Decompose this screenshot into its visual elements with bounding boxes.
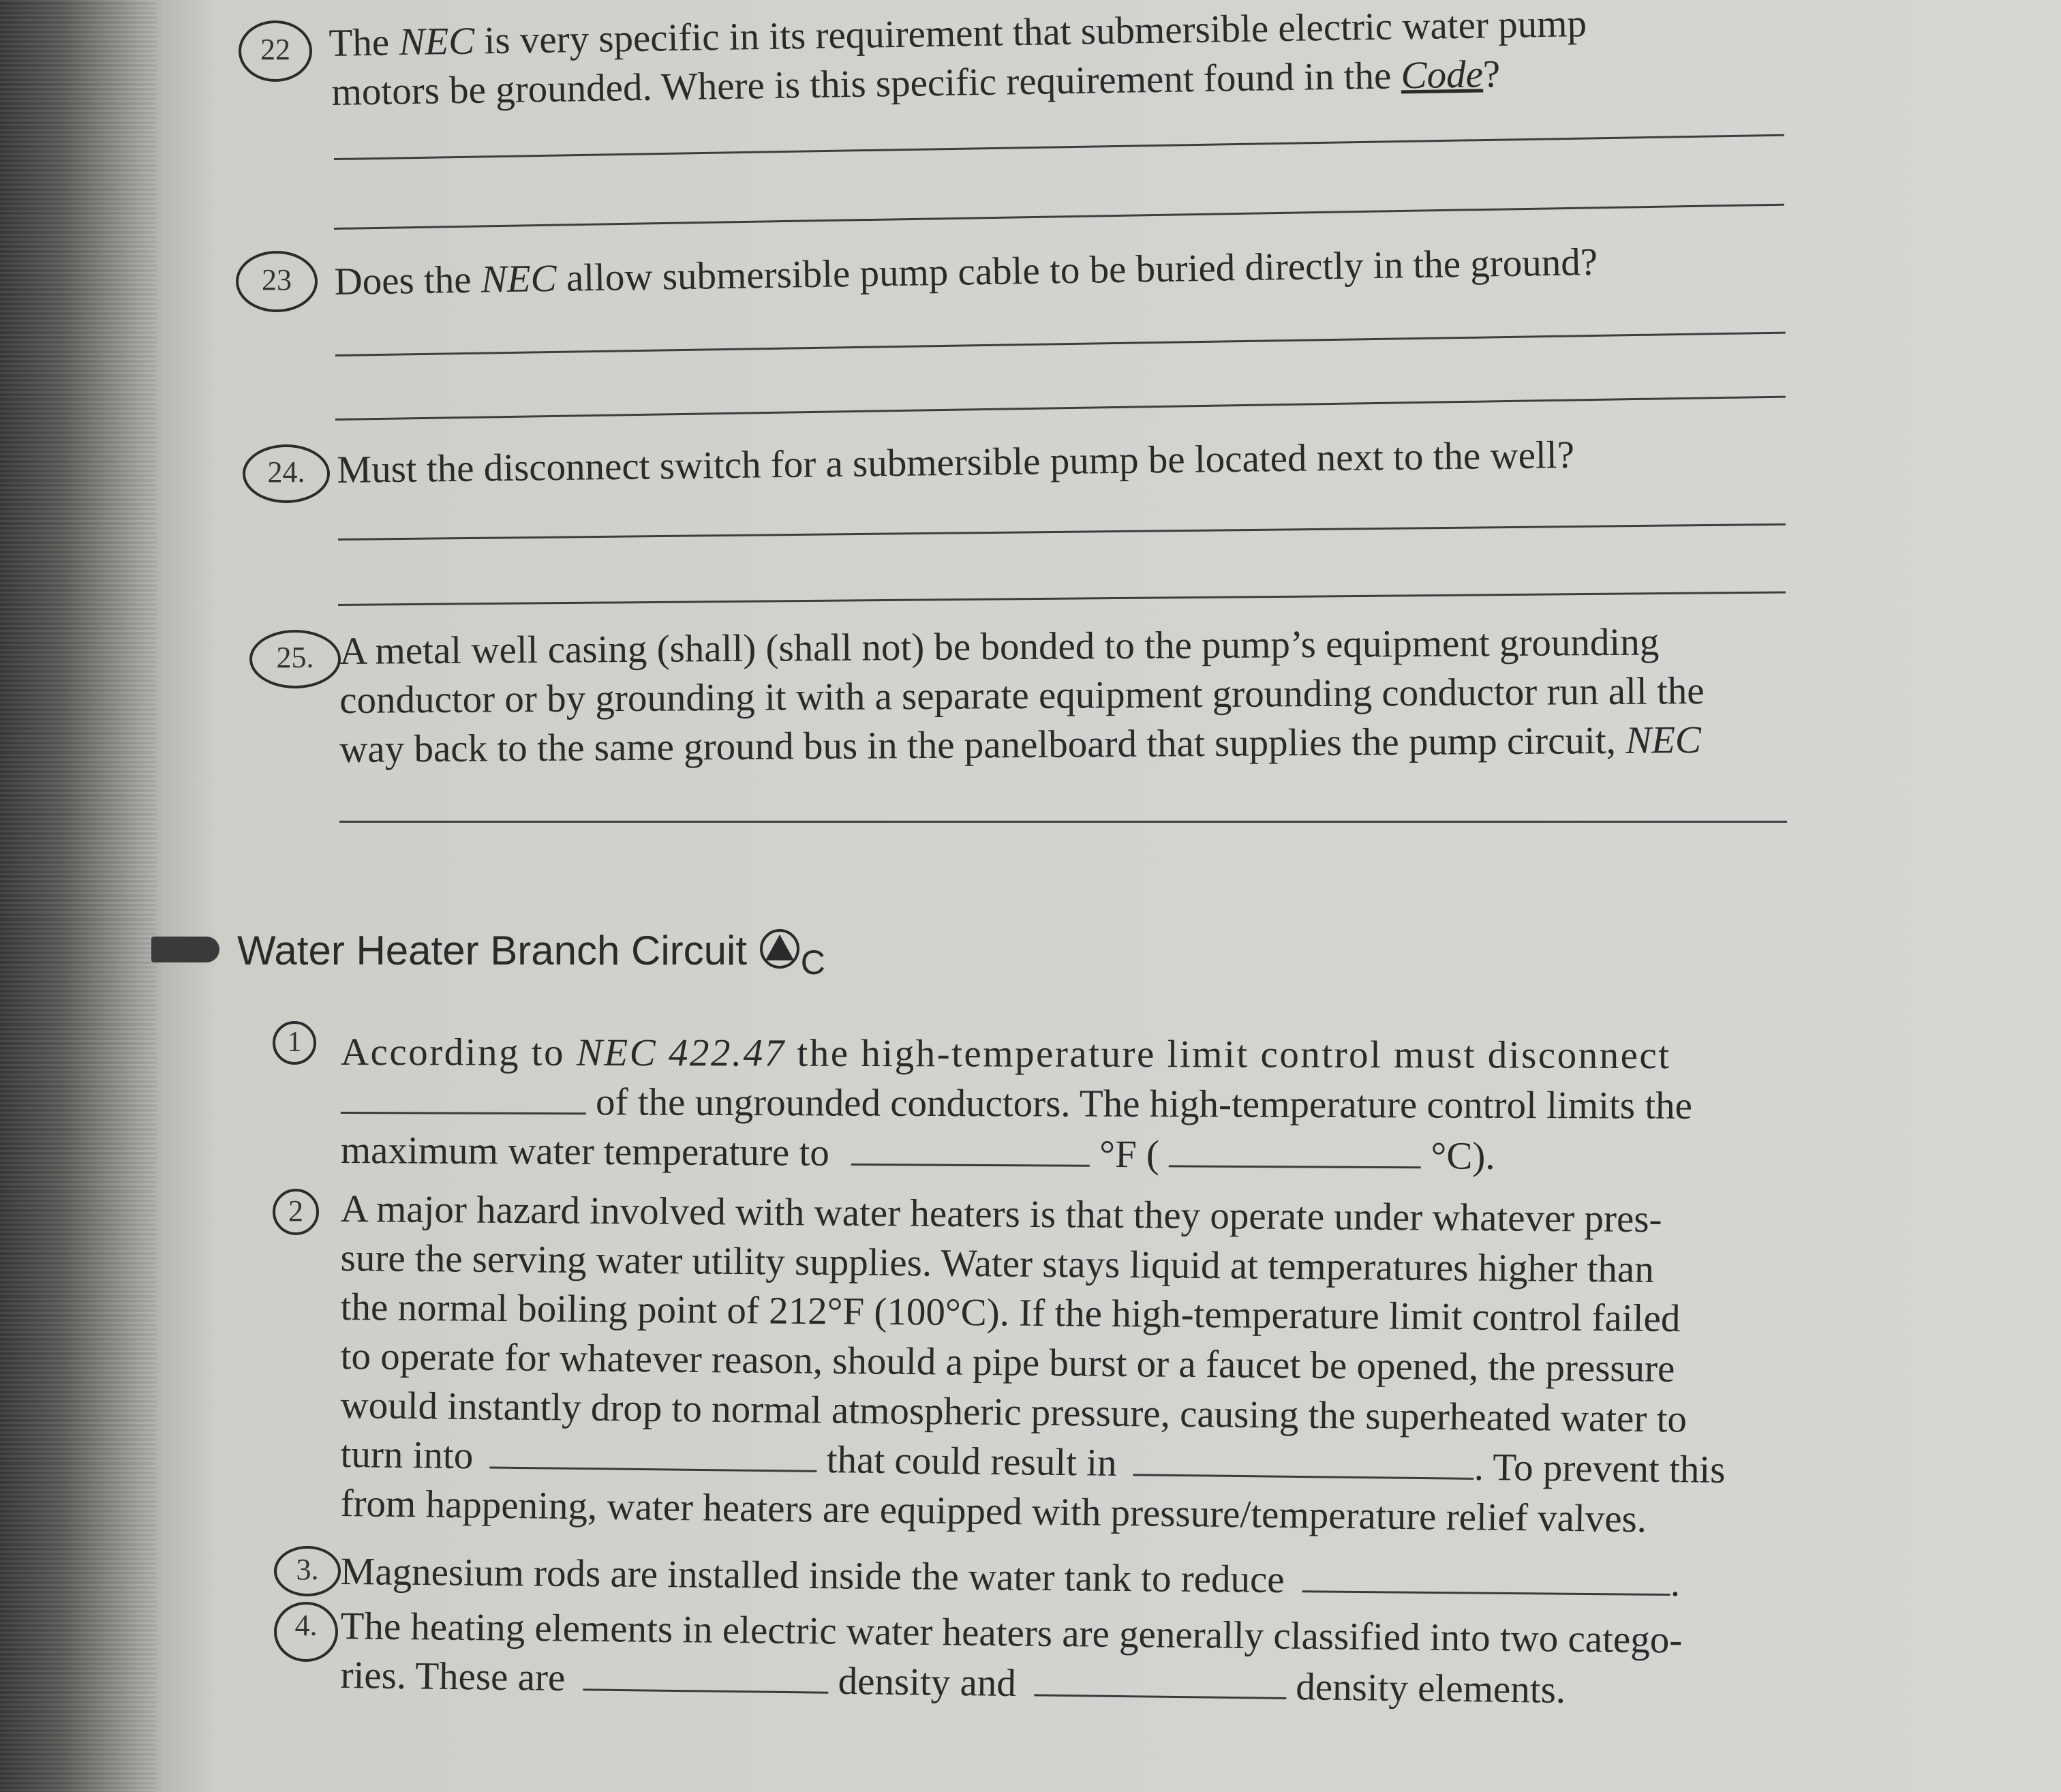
item-2-line4: to operate for whatever reason, should a pipe burst or a faucet be opened, the pressure [340,1334,1675,1391]
blank-4a[interactable] [583,1656,829,1693]
blank-3[interactable] [1302,1558,1670,1596]
question-24-number: 24. [243,444,330,503]
item-2-line6: turn into that could result in . To prevent this [340,1432,1726,1492]
question-25-number: 25. [249,630,341,688]
item-1-number: 1 [273,1021,316,1065]
question-25-line3: way back to the same ground bus in the panelboard that supplies the pump circuit, NEC [339,718,1702,771]
blank-1c[interactable] [1169,1132,1421,1168]
item-1-line1: According to NEC 422.47 the high-temperature limit control must disconnect [340,1031,1671,1078]
triangle-circle-icon [759,928,801,980]
item-3-text: Magnesium rods are installed inside the water tank to reduce . [340,1549,1681,1605]
item-3-number: 3. [274,1546,341,1596]
item-4-line2: ries. These are density and density elements. [340,1653,1566,1712]
blank-1a[interactable] [341,1079,586,1114]
item-4-number: 4. [274,1602,338,1662]
question-23-number: 23 [236,251,318,312]
item-2-line2: sure the serving water utility supplies. Water stays liquid at temperatures higher than [340,1236,1655,1291]
blank-1b[interactable] [851,1131,1090,1167]
section-heading: Water Heater Branch Circuit $_C$ [237,928,825,982]
item-1-line2: of the ungrounded conductors. The high-temperature control limits the [341,1077,1692,1131]
answer-line-25[interactable] [339,821,1787,823]
answer-line-22b[interactable] [334,204,1784,230]
answer-line-23b[interactable] [335,396,1786,421]
question-24-text: Must the disconnect switch for a submersible pump be located next to the well? [337,433,1575,491]
section-marker [151,937,219,962]
item-4-line1: The heating elements in electric water heaters are generally classified into two catego- [340,1604,1683,1662]
item-2-line7: from happening, water heaters are equipped with pressure/temperature relief valves. [340,1481,1647,1541]
item-2-line1: A major hazard involved with water heaters is that they operate under whatever pres- [340,1187,1662,1241]
question-23-text: Does the NEC allow submersible pump cable to be buried directly in the ground? [334,240,1598,303]
blank-2a[interactable] [489,1433,817,1472]
answer-line-24a[interactable] [338,523,1786,541]
question-25-line2: conductor or by grounding it with a separate equipment grounding conductor run all the [339,669,1705,722]
item-1-line3: maximum water temperature to °F ( °C). [340,1129,1495,1178]
answer-line-22a[interactable] [334,134,1784,160]
question-22-line1: The NEC is very specific in its requirement that submersible electric water pump [329,2,1587,65]
item-2-line5: would instantly drop to normal atmospheric pressure, causing the superheated water to [340,1383,1688,1441]
answer-line-23a[interactable] [335,332,1786,356]
question-22-line2: motors be grounded. Where is this specific requirement found in the Code? [331,52,1501,114]
item-2-number: 2 [273,1189,319,1235]
blank-4b[interactable] [1034,1661,1287,1699]
question-22-number: 22 [239,20,312,82]
section-subscript: C [800,943,825,982]
answer-line-24b[interactable] [338,591,1786,606]
question-25-line1: A metal well casing (shall) (shall not) be bonded to the pump’s equipment grounding [339,620,1660,673]
blank-2b[interactable] [1133,1441,1475,1480]
item-2-line3: the normal boiling point of 212°F (100°C). If the high-temperature limit control failed [340,1285,1681,1341]
